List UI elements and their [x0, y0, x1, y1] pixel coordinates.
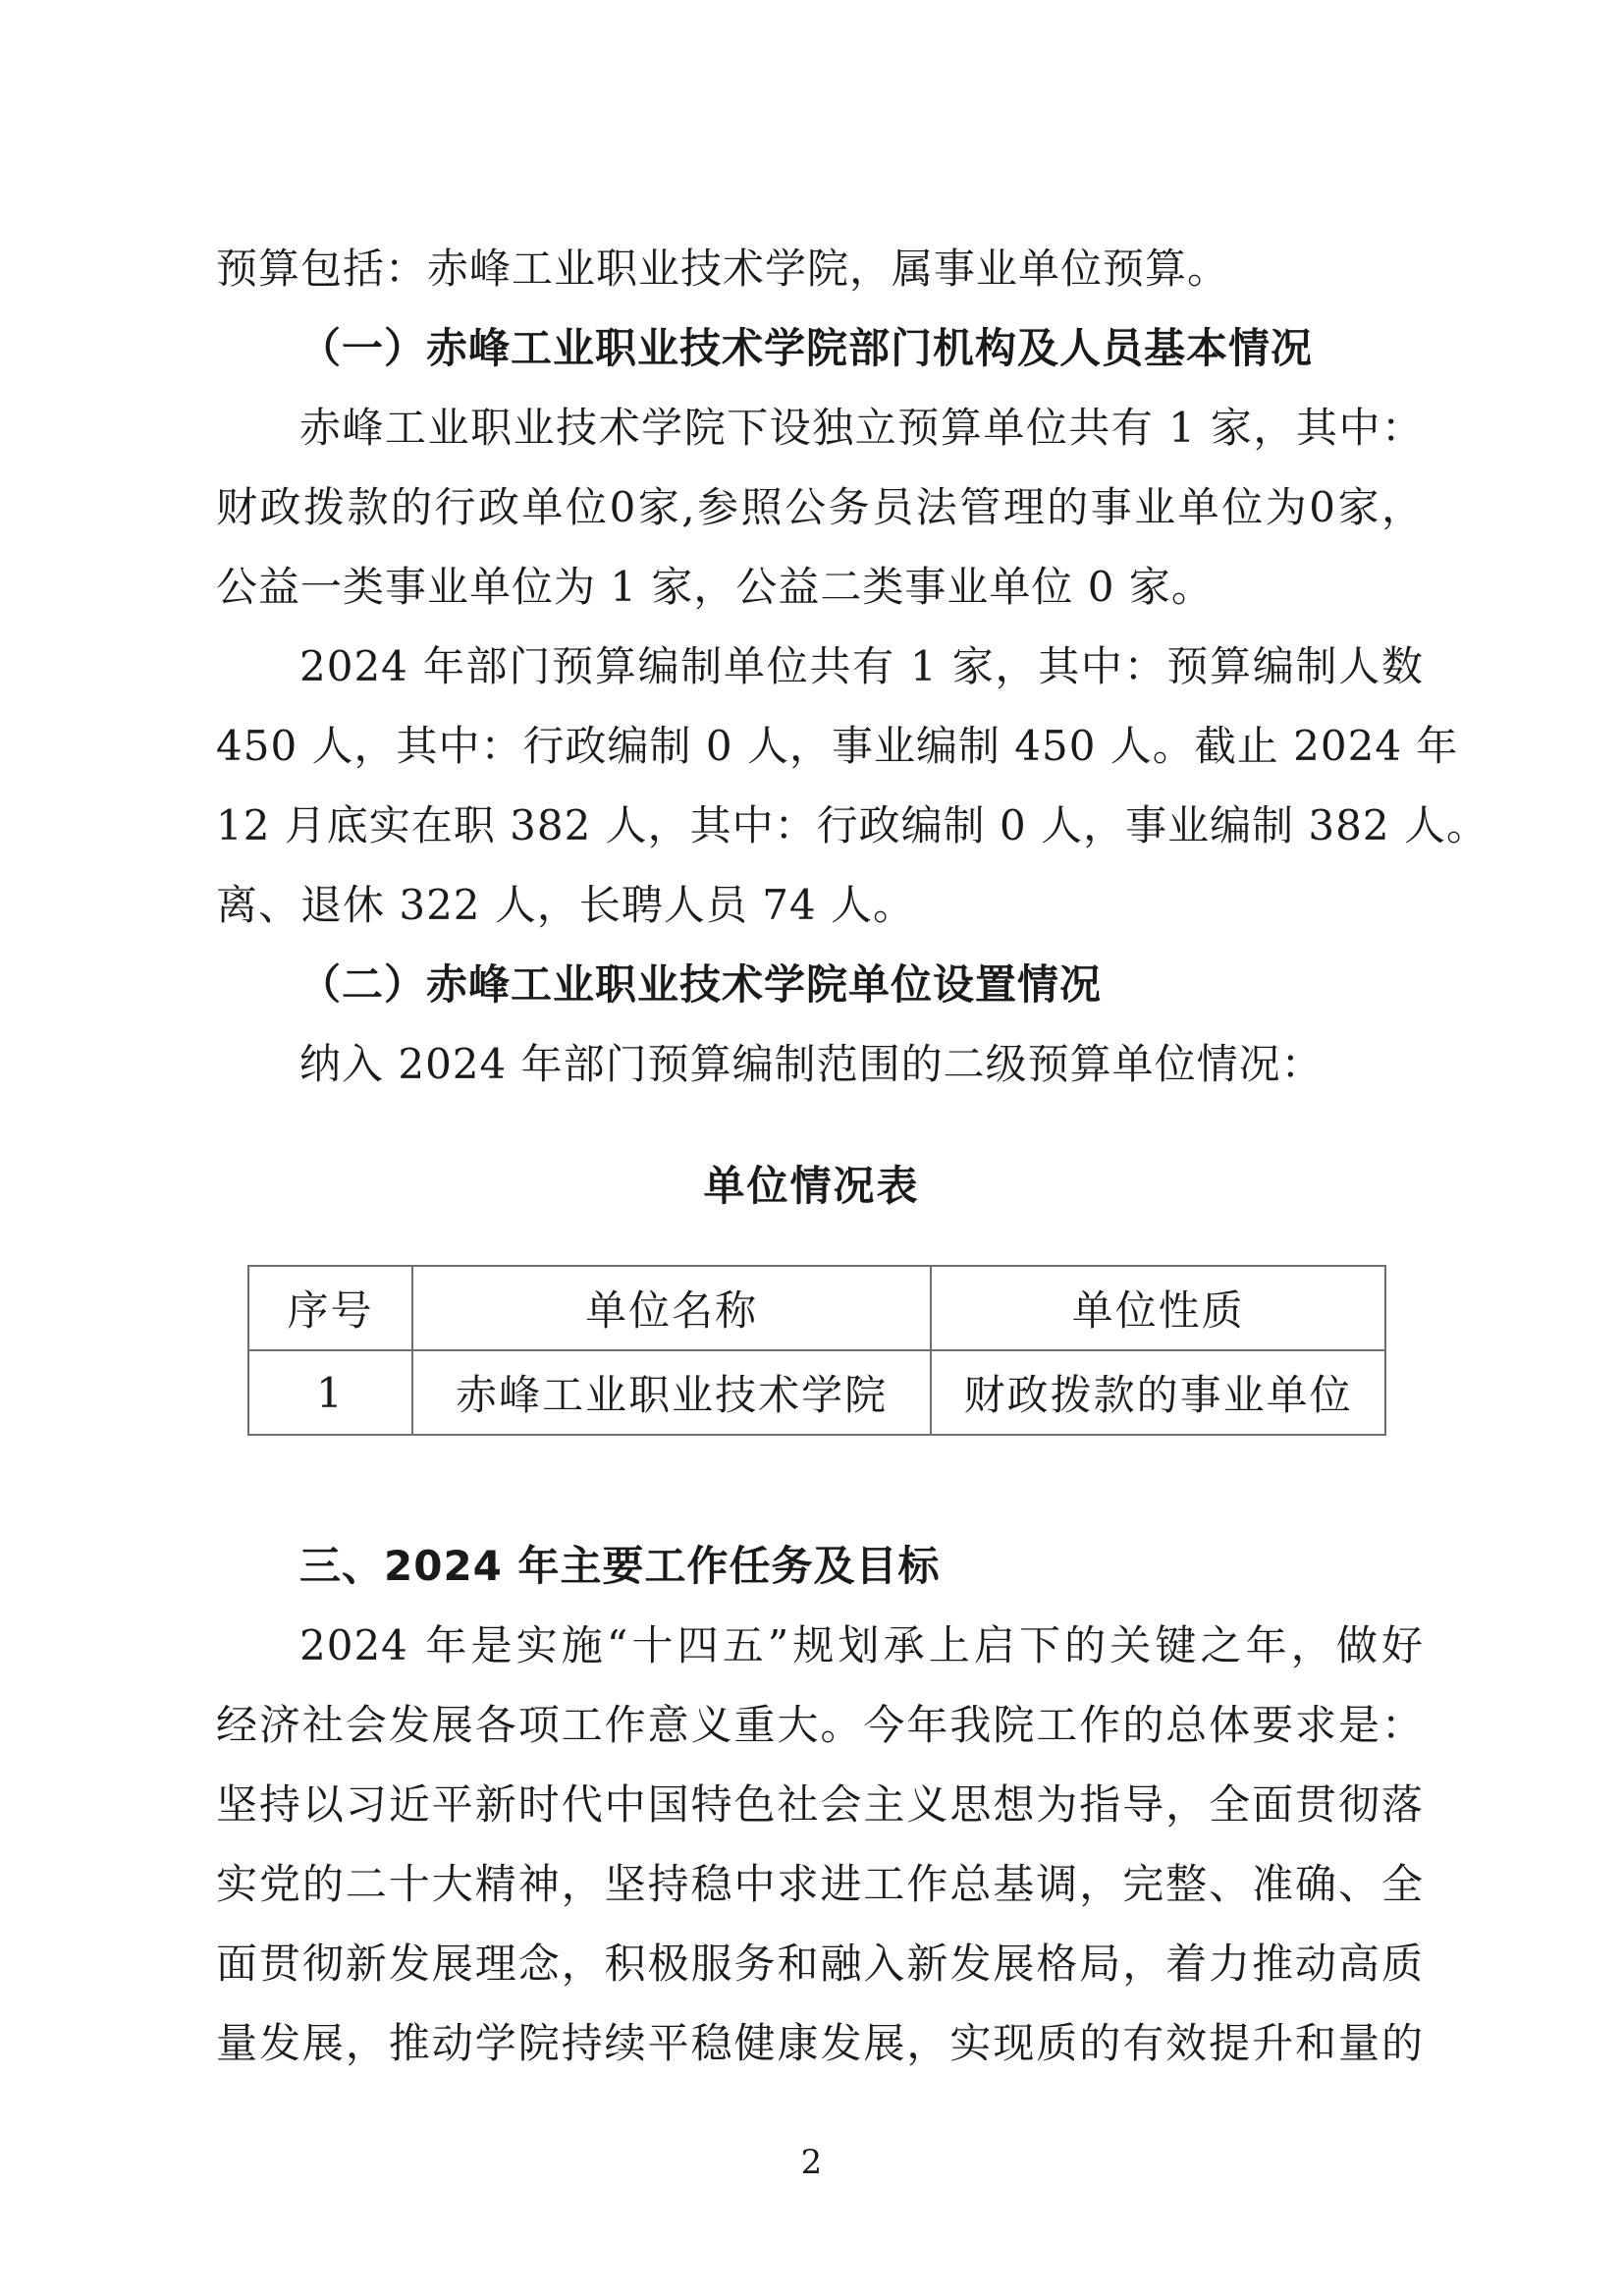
paragraph-line: 面贯彻新发展理念，积极服务和融入新发展格局，着力推动高质: [216, 1940, 1424, 1988]
paragraph-line: 实党的二十大精神，坚持稳中求进工作总基调，完整、准确、全: [216, 1860, 1424, 1908]
cell-name: 赤峰工业职业技术学院: [412, 1350, 931, 1435]
section-heading-3: 三、2024 年主要工作任务及目标: [299, 1542, 941, 1590]
table-row: [248, 1350, 1385, 1435]
paragraph-line: 公益一类事业单位为 1 家，公益二类事业单位 0 家。: [216, 563, 1214, 611]
section-heading-1: （一）赤峰工业职业技术学院部门机构及人员基本情况: [299, 324, 1314, 372]
paragraph-line: 预算包括：赤峰工业职业技术学院，属事业单位预算。: [216, 245, 1230, 293]
paragraph-line: 纳入 2024 年部门预算编制范围的二级预算单位情况：: [299, 1040, 1324, 1088]
table-header-row: [248, 1266, 1385, 1350]
paragraph-line: 赤峰工业职业技术学院下设独立预算单位共有 1 家，其中：: [299, 404, 1424, 452]
cell-type: 财政拨款的事业单位: [931, 1350, 1385, 1435]
paragraph-line: 量发展，推动学院持续平稳健康发展，实现质的有效提升和量的: [216, 2019, 1424, 2067]
paragraph-line: 2024 年是实施“十四五”规划承上启下的关键之年，做好: [299, 1621, 1424, 1669]
section-heading-2: （二）赤峰工业职业技术学院单位设置情况: [299, 960, 1103, 1009]
paragraph-line: 12 月底实在职 382 人，其中：行政编制 0 人，事业编制 382 人。: [216, 801, 1488, 849]
cell-seq: 1: [248, 1350, 412, 1435]
paragraph-line: 财政拨款的行政单位0家,参照公务员法管理的事业单位为0家，: [216, 483, 1424, 531]
table-title: 单位情况表: [703, 1162, 920, 1210]
page-number: 2: [800, 2143, 823, 2182]
header-type: 单位性质: [931, 1266, 1385, 1350]
paragraph-line: 离、退休 322 人，长聘人员 74 人。: [216, 881, 916, 929]
paragraph-line: 450 人，其中：行政编制 0 人，事业编制 450 人。截止 2024 年: [216, 722, 1459, 770]
header-name: 单位名称: [412, 1266, 931, 1350]
paragraph-line: 2024 年部门预算编制单位共有 1 家，其中：预算编制人数: [299, 642, 1424, 690]
header-seq: 序号: [248, 1266, 412, 1350]
unit-table: [247, 1265, 1386, 1436]
paragraph-line: 坚持以习近平新时代中国特色社会主义思想为指导，全面贯彻落: [216, 1780, 1424, 1829]
paragraph-line: 经济社会发展各项工作意义重大。今年我院工作的总体要求是：: [216, 1701, 1424, 1749]
